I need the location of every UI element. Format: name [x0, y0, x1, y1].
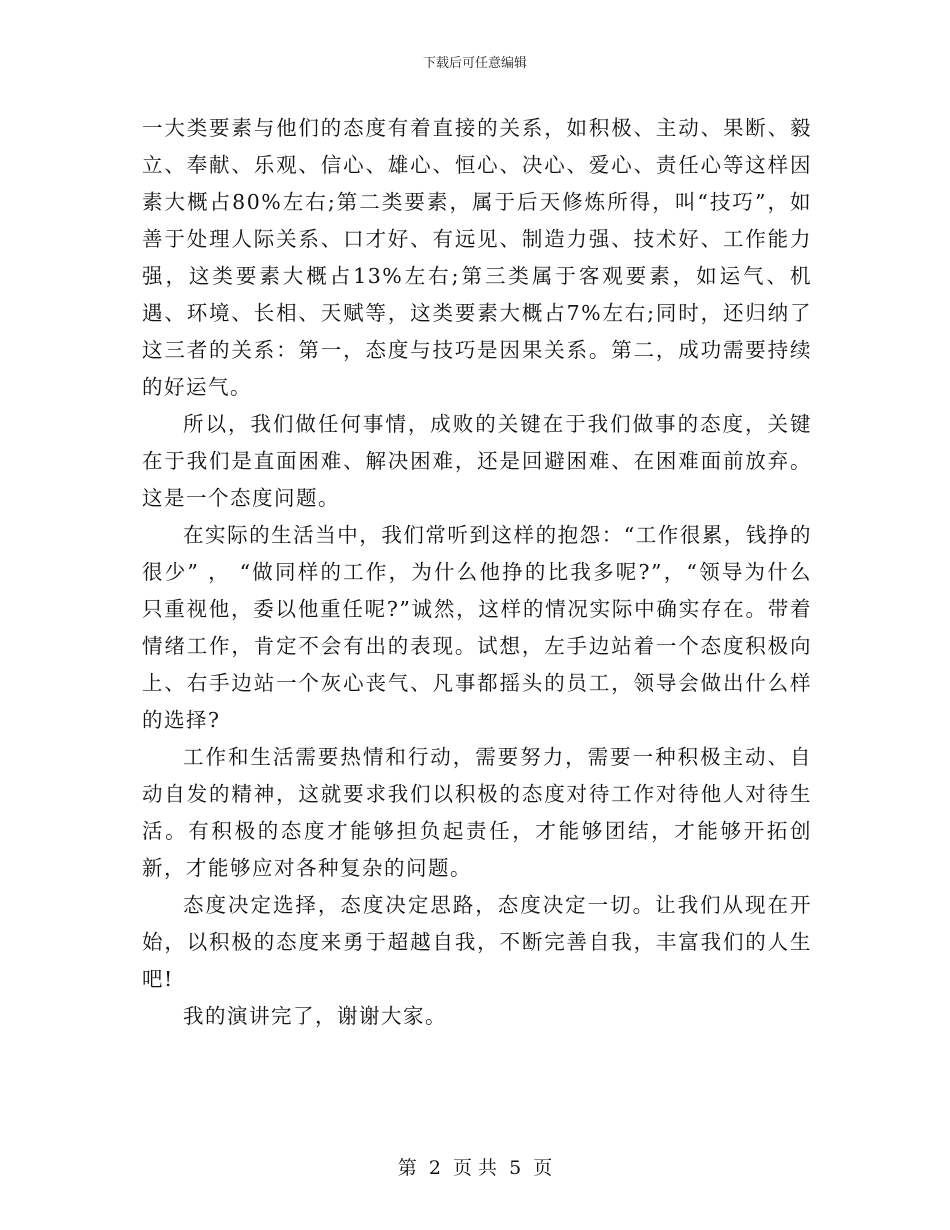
paragraph: 所以，我们做任何事情，成败的关键在于我们做事的态度，关键在于我们是直面困难、解决困难，还是回避困难、在困难面前放弃。这是一个态度问题。: [142, 412, 812, 510]
paragraph: 在实际的生活当中，我们常听到这样的抱怨：“工作很累，钱挣的很少” ， “做同样的工作，为什么他挣的比我多呢?”，“领导为什么只重视他，委以他重任呢?”诚然，这样的情况实际中确实存在。带着情绪工作，肯定不会有出的表现。试想，左手边站着一个态度积极向上、右手边站一个灰心丧气、凡事都摇头的员工，领导会做出什么样的选择?: [142, 523, 812, 732]
page-label-suffix: 页: [533, 1157, 553, 1179]
total-pages: 5: [509, 1157, 522, 1179]
paragraph-continuation: 一大类要素与他们的态度有着直接的关系，如积极、主动、果断、毅立、奉献、乐观、信心、雄心、恒心、决心、爱心、责任心等这样因素大概占80%左右;第二类要素，属于后天修炼所得，叫“技巧”，如善于处理人际关系、口才好、有远见、制造力强、技术好、工作能力强，这类要素大概占13%左右;第三类属于客观要素，如运气、机遇、环境、长相、天赋等，这类要素大概占7%左右;同时，还归纳了这三者的关系：第一，态度与技巧是因果关系。第二，成功需要持续的好运气。: [142, 116, 812, 399]
paragraph-closing: 我的演讲完了，谢谢大家。: [183, 1004, 447, 1028]
document-body: [142, 110, 812, 1035]
page-footer: [0, 1153, 950, 1180]
page-number: 2: [428, 1157, 441, 1179]
paragraph: 态度决定选择，态度决定思路，态度决定一切。让我们从现在开始，以积极的态度来勇于超越自我，不断完善自我，丰富我们的人生吧!: [142, 893, 812, 991]
page-label-prefix: 第: [397, 1157, 417, 1179]
page-label-middle: 页 共: [452, 1157, 498, 1179]
page-header: 下载后可任意编辑: [422, 56, 527, 71]
paragraph: 工作和生活需要热情和行动，需要努力，需要一种积极主动、自动自发的精神，这就要求我们以积极的态度对待工作对待他人对待生活。有积极的态度才能够担负起责任，才能够团结，才能够开拓创新，才能够应对各种复杂的问题。: [142, 745, 812, 880]
